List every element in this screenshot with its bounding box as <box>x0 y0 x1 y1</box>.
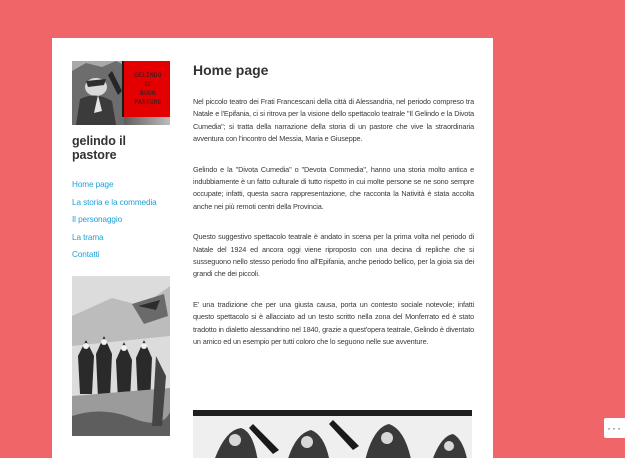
main-content <box>193 60 474 349</box>
menu-item-storia[interactable]: La storia e la commedia <box>72 197 157 207</box>
header-line: BUON <box>140 90 156 97</box>
header-title-box <box>122 61 170 117</box>
sidebar <box>72 61 170 264</box>
more-options-button[interactable]: ··· <box>604 418 625 438</box>
main-menu <box>72 176 170 264</box>
header-line: IL <box>144 81 152 88</box>
procession-sketch-image <box>72 276 170 436</box>
page-container <box>52 38 493 458</box>
content-paragraph: E' una tradizione che per una giusta causa, porta un contesto sociale notevole; infatti questo spettacolo si è allacciato ad un testo scritto nella zona del Monferrato ed è stato tradotto in dialetto alessandrino nel 1840, grazie a quest'opera teatrale, Gelindo è diventato un amico ed un esempio per tutti coloro che lo seguono nelle sue avventure. <box>193 299 474 347</box>
content-paragraph: Nel piccolo teatro dei Frati Francescani della città di Alessandria, nel periodo compreso tra Natale e l'Epifania, ci si ritrova per la visione dello spettacolo teatrale "Il Gelindo e la Divota Cumedia"; si tratta della narrazione della storia di un pastore che vive la straordinaria avventura con l'incontro del Messia, Maria e Giuseppe. <box>193 97 474 144</box>
menu-item-contatti[interactable]: Contatti <box>72 250 100 259</box>
shepherd-sketch-image <box>72 61 124 125</box>
menu-item-home[interactable]: Home page <box>72 180 114 189</box>
content-sketch-image <box>193 410 472 458</box>
menu-item-personaggio[interactable]: Il personaggio <box>72 215 123 224</box>
header-line: PASTORE <box>134 99 162 106</box>
page-title: Home page <box>193 62 269 78</box>
header-line: GELINDO <box>134 72 162 79</box>
content-paragraph: Questo suggestivo spettacolo teatrale è andato in scena per la prima volta nel periodo di Natale del 1924 ed ancora oggi viene riproposto con una decina di repliche che si susseguono nello stesso periodo fino all'Epifania, anche periodo bellico, per la gioia sia dei grandi che dei piccoli. <box>193 232 474 279</box>
header-image[interactable] <box>72 61 170 125</box>
menu-item-trama[interactable]: La trama <box>72 232 104 242</box>
content-paragraph: Gelindo e la "Divota Cumedia" o "Devota Commedia", hanno una storia molto antica e indubbiamente è un fatto culturale di tutto rispetto in cui molte persone se ne sono sempre occupate; infatti, questa sacra rappresentazione, che racconta la Natività è stata accolta anche nei più remoti centri della Provincia. <box>193 164 474 211</box>
site-title[interactable]: gelindo il pastore <box>72 134 126 162</box>
